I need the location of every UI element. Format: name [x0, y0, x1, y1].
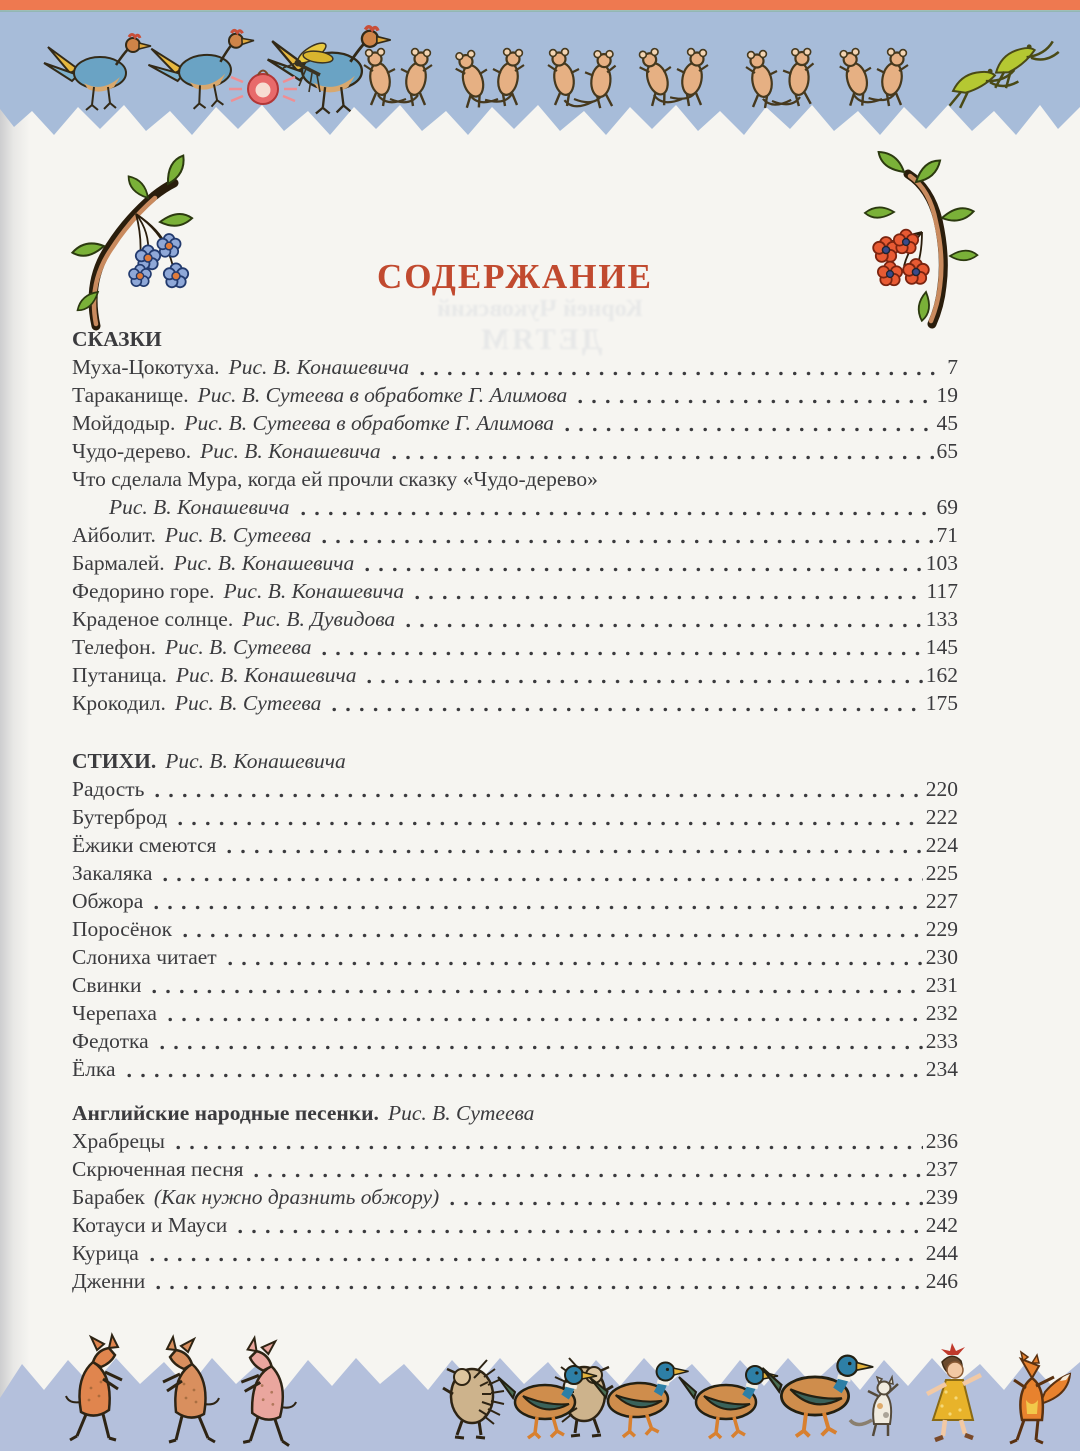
entry-page-number: 227	[925, 889, 958, 913]
entry-title: Поросёнок	[72, 917, 173, 941]
dot-leader	[415, 595, 923, 600]
dot-leader	[154, 905, 922, 910]
entry-page-number: 19	[936, 383, 958, 407]
dot-leader	[155, 793, 922, 798]
entry-title: Крокодил.	[72, 691, 166, 715]
dot-leader	[150, 1257, 923, 1262]
toc-entry	[72, 549, 958, 577]
section-header-label: СКАЗКИ	[72, 327, 162, 351]
entry-title: Путаница.	[72, 663, 167, 687]
entry-page-number: 233	[925, 1029, 958, 1053]
entry-title: Черепаха	[72, 1001, 157, 1025]
entry-page-number: 246	[925, 1269, 958, 1293]
top-binding-edge	[0, 10, 1080, 12]
toc-entry	[72, 1027, 958, 1055]
red-flower-branch-icon	[846, 146, 1016, 356]
entry-title: Обжора	[72, 889, 144, 913]
dot-leader	[392, 455, 934, 460]
blue-flower-branch-icon	[56, 136, 216, 341]
entry-title: Муха-Цокотуха.	[72, 355, 220, 379]
dot-leader	[322, 651, 922, 656]
entry-page-number: 69	[936, 495, 958, 519]
entry-credit: Рис. В. Конашевича	[200, 439, 381, 463]
dot-leader	[160, 1045, 923, 1050]
section-header-credit: Рис. В. Конашевича	[165, 749, 346, 773]
entry-title: Тараканище.	[72, 383, 189, 407]
entry-page-number: 162	[925, 663, 958, 687]
section-stihi	[72, 747, 958, 1083]
entry-page-number: 65	[936, 439, 958, 463]
entry-title: Ёжики смеются	[72, 833, 217, 857]
hair-bow	[941, 1343, 965, 1355]
entry-page-number: 230	[925, 945, 958, 969]
dot-leader	[406, 623, 923, 628]
entry-credit: (Как нужно дразнить обжору)	[153, 1185, 440, 1209]
entry-title: Закаляка	[72, 861, 153, 885]
toc-entry	[72, 859, 958, 887]
section-header	[72, 747, 958, 775]
toc-entry	[72, 775, 958, 803]
dot-leader	[227, 849, 922, 854]
toc-entry	[72, 465, 958, 493]
entry-title: Бутерброд	[72, 805, 168, 829]
entry-title: Слониха читает	[72, 945, 217, 969]
entry-credit: Рис. В. Сутеева	[164, 635, 312, 659]
entry-title: Ёлка	[72, 1057, 116, 1081]
entry-page-number: 103	[925, 551, 958, 575]
section-english-songs	[72, 1099, 958, 1295]
entry-title: Дженни	[72, 1269, 146, 1293]
entry-title: Курица	[72, 1241, 139, 1265]
dot-leader	[365, 567, 923, 572]
entry-page-number: 45	[936, 411, 958, 435]
entry-title: Федотка	[72, 1029, 149, 1053]
entry-page-number: 239	[925, 1185, 958, 1209]
dot-leader	[367, 679, 922, 684]
entry-page-number: 175	[925, 691, 958, 715]
toc-list-english-songs	[72, 1127, 958, 1295]
toc-entry	[72, 409, 958, 437]
entry-credit: Рис. В. Сутеева в обработке Г. Алимова	[184, 411, 555, 435]
toc-entry	[72, 1183, 958, 1211]
dot-leader	[420, 371, 944, 376]
entry-credit: Рис. В. Дувидова	[242, 607, 396, 631]
page-title: СОДЕРЖАНИЕ	[376, 257, 653, 296]
toc-entry	[72, 493, 958, 521]
dot-leader	[450, 1201, 923, 1206]
dot-leader	[228, 961, 923, 966]
entry-page-number: 231	[925, 973, 958, 997]
toc-entry	[72, 1127, 958, 1155]
page-gutter-shadow	[0, 0, 30, 1451]
entry-page-number: 225	[925, 861, 958, 885]
toc-entry	[72, 971, 958, 999]
dot-leader	[178, 821, 923, 826]
entry-page-number: 224	[925, 833, 958, 857]
entry-page-number: 71	[936, 523, 958, 547]
entry-credit: Рис. В. Конашевича	[109, 495, 290, 519]
entry-page-number: 236	[925, 1129, 958, 1153]
bleed-line: Корней Чуковский	[437, 296, 643, 322]
dot-leader	[163, 877, 922, 882]
toc-entry	[72, 1211, 958, 1239]
dot-leader	[183, 933, 923, 938]
entry-credit: Рис. В. Конашевича	[228, 355, 410, 379]
entry-page-number: 229	[925, 917, 958, 941]
section-header-credit: Рис. В. Сутеева	[387, 1101, 535, 1125]
section-header	[72, 1099, 958, 1127]
entry-page-number: 133	[925, 607, 958, 631]
entry-title: Что сделала Мура, когда ей прочли сказку «Чудо-дерево»	[72, 467, 598, 491]
entry-page-number: 7	[947, 355, 958, 379]
entry-title: Айболит.	[72, 523, 156, 547]
entry-title: Бармалей.	[72, 551, 165, 575]
entry-page-number: 222	[925, 805, 958, 829]
toc-entry	[72, 943, 958, 971]
toc-entry	[72, 1239, 958, 1267]
entry-title: Скрюченная песня	[72, 1157, 244, 1181]
bleed-line: ДЕТЯМ	[477, 323, 603, 356]
top-border-illustration	[0, 11, 1080, 141]
entry-credit: Рис. В. Сутеева в обработке Г. Алимова	[197, 383, 568, 407]
dot-leader	[238, 1229, 922, 1234]
toc-entry	[72, 915, 958, 943]
entry-page-number: 220	[925, 777, 958, 801]
toc-entry	[72, 1155, 958, 1183]
entry-page-number: 244	[925, 1241, 958, 1265]
dot-leader	[301, 511, 934, 516]
toc-entry	[72, 521, 958, 549]
toc-entry	[72, 689, 958, 717]
toc-entry	[72, 887, 958, 915]
dot-leader	[254, 1173, 922, 1178]
section-header-label: Английские народные песенки.	[72, 1101, 379, 1125]
entry-title: Федорино горе.	[72, 579, 215, 603]
toc-list-stihi	[72, 775, 958, 1083]
entry-title: Телефон.	[72, 635, 156, 659]
toc-entry	[72, 999, 958, 1027]
toc-entry	[72, 831, 958, 859]
entry-title: Барабек	[72, 1185, 145, 1209]
toc-entry	[72, 661, 958, 689]
entry-credit: Рис. В. Сутеева	[164, 523, 312, 547]
entry-page-number: 232	[925, 1001, 958, 1025]
entry-title: Радость	[72, 777, 145, 801]
entry-credit: Рис. В. Сутеева	[174, 691, 322, 715]
entry-credit: Рис. В. Конашевича	[223, 579, 405, 603]
dot-leader	[176, 1145, 923, 1150]
entry-credit: Рис. В. Конашевича	[175, 663, 357, 687]
section-skazki	[72, 325, 958, 717]
entry-title: Мойдодыр.	[72, 411, 176, 435]
entry-credit: Рис. В. Конашевича	[173, 551, 355, 575]
toc-entry	[72, 353, 958, 381]
toc-entry	[72, 1055, 958, 1083]
bottom-border-illustration	[0, 1300, 1080, 1451]
dot-leader	[127, 1073, 923, 1078]
entry-page-number: 237	[925, 1157, 958, 1181]
dot-leader	[332, 707, 922, 712]
entry-page-number: 117	[926, 579, 958, 603]
toc-entry	[72, 633, 958, 661]
entry-title: Котауси и Мауси	[72, 1213, 228, 1237]
dot-leader	[156, 1285, 922, 1290]
entry-title: Свинки	[72, 973, 142, 997]
dot-leader	[322, 539, 933, 544]
dot-leader	[565, 427, 933, 432]
top-binding-strip	[0, 0, 1080, 10]
entry-page-number: 234	[925, 1057, 958, 1081]
section-header-label: СТИХИ.	[72, 749, 157, 773]
dot-leader	[168, 1017, 923, 1022]
dot-leader	[578, 399, 933, 404]
toc-entry	[72, 381, 958, 409]
entry-title: Храбрецы	[72, 1129, 166, 1153]
toc-entry	[72, 437, 958, 465]
toc-entry	[72, 577, 958, 605]
toc-entry	[72, 803, 958, 831]
entry-title: Чудо-дерево.	[72, 439, 192, 463]
toc-entry	[72, 1267, 958, 1295]
toc-list-skazki	[72, 353, 958, 717]
toc-entry	[72, 605, 958, 633]
entry-page-number: 242	[925, 1213, 958, 1237]
dot-leader	[152, 989, 922, 994]
entry-page-number: 145	[925, 635, 958, 659]
entry-title: Краденое солнце.	[72, 607, 234, 631]
